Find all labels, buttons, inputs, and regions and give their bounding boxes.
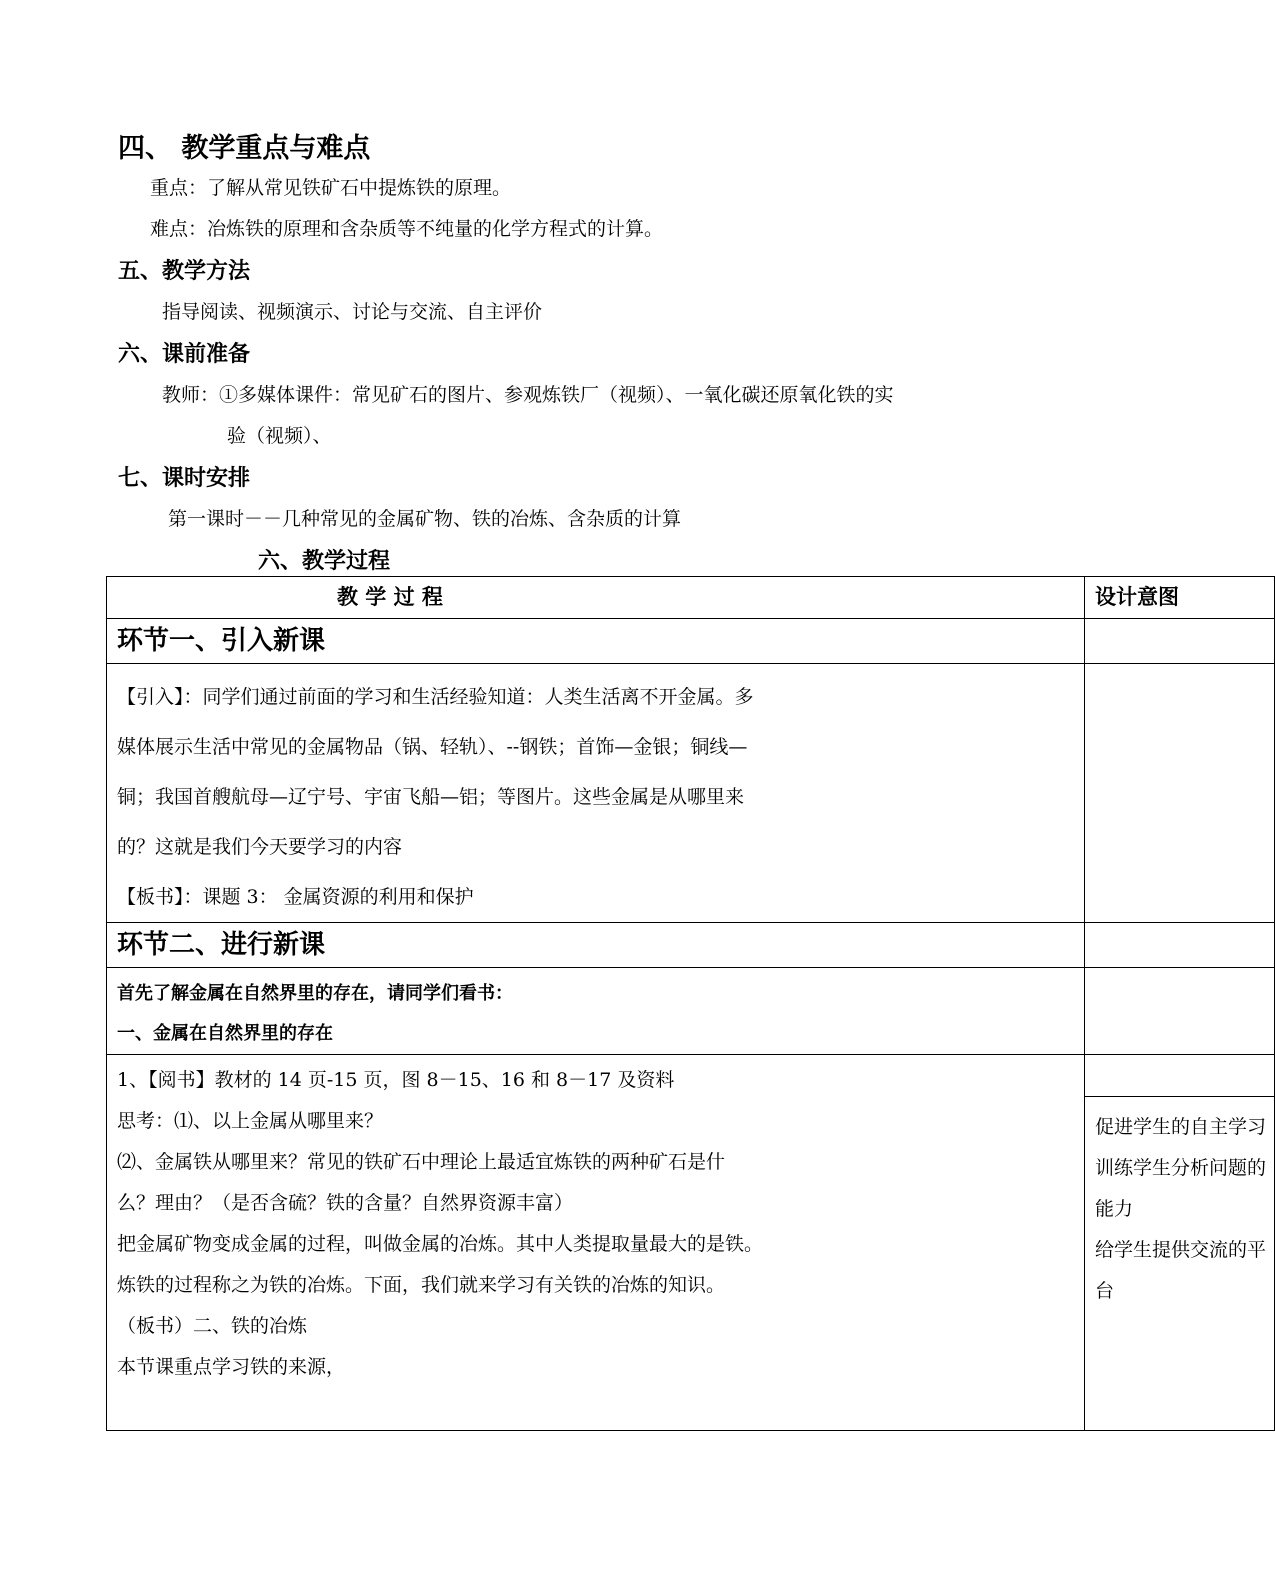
stage-2-line: 首先了解金属在自然界里的存在，请同学们看书： <box>117 983 513 1004</box>
preparation-line-1: 教师：①多媒体课件：常见矿石的图片、参观炼铁厂（视频）、一氧化碳还原氧化铁的实 <box>162 384 894 406</box>
intent-item: 给学生提供交流的平台 <box>1095 1239 1267 1302</box>
teaching-methods: 指导阅读、视频演示、讨论与交流、自主评价 <box>162 301 543 323</box>
header-process: 教 学 过 程 <box>107 577 1085 619</box>
section-5-title: 五、教学方法 <box>118 259 251 284</box>
stage-1-line: 【引入】：同学们通过前面的学习和生活经验知道：人类生活离不开金属。多 <box>117 686 754 708</box>
teaching-focus: 重点：了解从常见铁矿石中提炼铁的原理。 <box>150 177 512 199</box>
stage-2-content <box>107 968 1085 1055</box>
stage-2-line: 一、金属在自然界里的存在 <box>117 1023 333 1044</box>
stage-1-intent-empty <box>1085 619 1275 664</box>
stage-2-content-intent-empty <box>1085 968 1275 1055</box>
stage-1-line: 的？这就是我们今天要学习的内容 <box>117 836 403 858</box>
section-4-title: 四、 教学重点与难点 <box>118 133 371 164</box>
process-title: 六、教学过程 <box>258 549 391 574</box>
intent-spacer <box>1085 1055 1274 1097</box>
preparation-line-2: 验（视频）、 <box>227 425 332 447</box>
teaching-process-table <box>106 576 1275 1431</box>
reading-line: 炼铁的过程称之为铁的冶炼。下面，我们就来学习有关铁的冶炼的知识。 <box>117 1274 726 1296</box>
design-intent-cell <box>1085 1055 1275 1431</box>
stage-1-line: 铜；我国首艘航母—辽宁号、宇宙飞船—铝；等图片。这些金属是从哪里来 <box>117 786 745 808</box>
reading-content <box>107 1055 1085 1431</box>
schedule-text: 第一课时－－几种常见的金属矿物、铁的冶炼、含杂质的计算 <box>168 508 682 530</box>
stage-1-content <box>107 664 1085 923</box>
section-6-title: 六、课前准备 <box>118 342 251 367</box>
reading-line: 本节课重点学习铁的来源， <box>117 1356 346 1378</box>
design-intent <box>1085 1097 1274 1312</box>
stage-1-content-intent-empty <box>1085 664 1275 923</box>
stage-1-title: 环节一、引入新课 <box>107 619 1085 664</box>
reading-line: 把金属矿物变成金属的过程，叫做金属的冶炼。其中人类提取量最大的是铁。 <box>117 1233 764 1255</box>
reading-line: （板书）二、铁的冶炼 <box>117 1315 308 1337</box>
stage-2-intent-empty <box>1085 923 1275 968</box>
teaching-difficulty: 难点：冶炼铁的原理和含杂质等不纯量的化学方程式的计算。 <box>150 218 664 240</box>
stage-1-line: 媒体展示生活中常见的金属物品（锅、轻轨）、--钢铁；首饰—金银；铜线— <box>117 736 748 758</box>
reading-line: 思考：⑴、以上金属从哪里来？ <box>117 1110 384 1132</box>
reading-line: 1、【阅书】教材的 14 页-15 页，图 8－15、16 和 8－17 及资料 <box>117 1069 675 1091</box>
reading-line: 么？理由？（是否含硫？铁的含量？自然界资源丰富） <box>117 1192 574 1214</box>
stage-1-line: 【板书】：课题 3： 金属资源的利用和保护 <box>117 886 474 908</box>
reading-line: ⑵、金属铁从哪里来？常见的铁矿石中理论上最适宜炼铁的两种矿石是什 <box>117 1151 726 1173</box>
intent-item: 促进学生的自主学习 <box>1095 1116 1267 1138</box>
header-intent: 设计意图 <box>1085 577 1275 619</box>
section-7-title: 七、课时安排 <box>118 466 251 491</box>
intent-item: 训练学生分析问题的能力 <box>1095 1157 1267 1220</box>
stage-2-title: 环节二、进行新课 <box>107 923 1085 968</box>
